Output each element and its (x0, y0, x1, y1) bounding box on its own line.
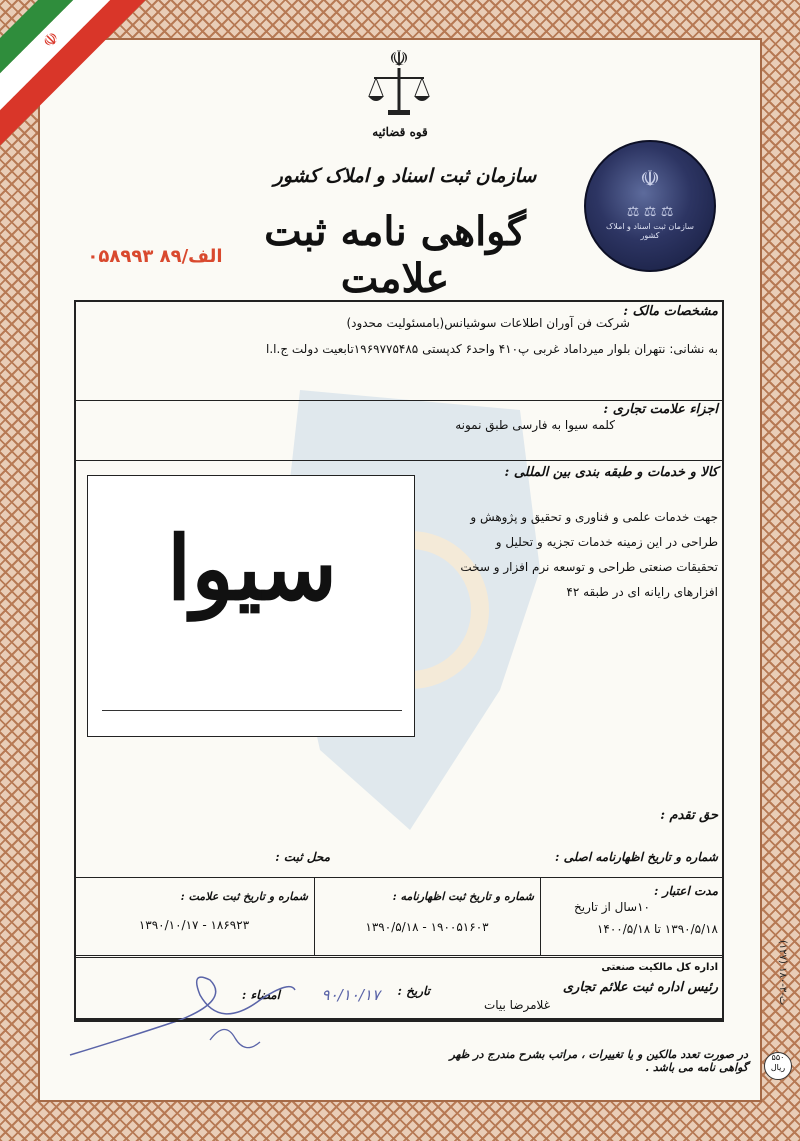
mark-registration-label: شماره و تاریخ ثبت علامت : (180, 890, 308, 903)
form-bottom-border (74, 1020, 724, 1022)
trademark-logo: سیوا (166, 516, 338, 620)
form-code: (۱۲۷) ث-۳-۱۸۰ (777, 940, 788, 1006)
svg-text:☫: ☫ (389, 47, 409, 72)
iran-flag-icon: ☫ (0, 0, 171, 152)
signatory-department: اداره کل مالکیت صنعتی (601, 962, 718, 973)
declaration-registration-value: ۱۹۰۰۵۱۶۰۳ - ۱۳۹۰/۵/۱۸ (365, 920, 489, 934)
owner-name: شرکت فن آوران اطلاعات سوشیانس(بامسئولیت محدود) (346, 316, 630, 330)
goods-line-2: طراحی در این زمینه خدمات تجزیه و تحلیل و (495, 535, 718, 549)
validity-label: مدت اعتبار : (654, 884, 718, 898)
signatory-title: رئیس اداره ثبت علائم تجاری (562, 980, 718, 995)
priority-label: حق تقدم : (660, 808, 718, 823)
judiciary-scales-icon (364, 44, 434, 124)
svg-text:⚖ ⚖ ⚖: ⚖ ⚖ ⚖ (626, 204, 674, 220)
goods-line-1: جهت خدمات علمی و فناوری و تحقیق و پژوهش و (470, 510, 718, 524)
mark-registration-value: ۱۸۶۹۲۳ - ۱۳۹۰/۱۰/۱۷ (138, 918, 250, 932)
owner-address: به نشانی: نتهران بلوار میرداماد غربی پ۴۱۰ واحد۶ کدپستی ۱۹۶۹۷۷۵۴۸۵تابعیت دولت ج.ا.ا (266, 342, 718, 356)
price-stamp: ۵۵۰ ریال (764, 1052, 792, 1080)
owner-label: مشخصات مالک : (623, 304, 718, 319)
organization-name: سازمان ثبت اسناد و املاک کشور (273, 165, 537, 187)
divider (74, 955, 724, 956)
divider (76, 460, 722, 461)
svg-text:☫: ☫ (640, 167, 660, 192)
seal-emblem-icon (586, 142, 714, 270)
validity-line-1: ۱۰سال از تاریخ (574, 900, 650, 914)
validity-line-2: ۱۳۹۰/۵/۱۸ تا ۱۴۰۰/۵/۱۸ (596, 922, 718, 936)
divider (76, 957, 722, 958)
trademark-logo-box (87, 475, 415, 737)
signatory-name: غلامرضا بیات (483, 998, 550, 1012)
seal-caption: سازمان ثبت اسناد و املاک کشور (606, 222, 694, 240)
registration-place-label: محل ثبت : (275, 850, 330, 864)
signature-label: امضاء : (241, 988, 280, 1002)
handwritten-signature (60, 960, 300, 1070)
trademark-parts-value: کلمه سیوا به فارسی طبق نمونه (455, 418, 615, 432)
declaration-registration-label: شماره و تاریخ ثبت اظهارنامه : (392, 890, 534, 903)
column-divider (314, 877, 315, 955)
serial-number: الف/۸۹ ۰۵۸۹۹۳ (87, 246, 223, 267)
footnote: در صورت تعدد مالکین و یا تغییرات ، مراتب بشرح مندرج در ظهر گواهی نامه می باشد . (449, 1048, 748, 1074)
certificate-title: گواهی نامه ثبت علامت (264, 208, 526, 302)
trademark-parts-label: اجزاء علامت تجاری : (603, 402, 718, 417)
hologram-seal (584, 140, 716, 272)
judiciary-label: قوه قضائیه (372, 125, 428, 139)
column-divider (540, 877, 541, 955)
date-value: ۹۰/۱۰/۱۷ (321, 986, 380, 1004)
goods-services-label: کالا و خدمات و طبقه بندی بین المللی : (504, 465, 718, 480)
divider (76, 400, 722, 401)
date-label: تاریخ : (397, 984, 430, 998)
goods-line-4: افزارهای رایانه ای در طبقه ۴۲ (566, 585, 718, 599)
original-declaration-label: شماره و تاریخ اظهارنامه اصلی : (555, 850, 718, 864)
goods-line-3: تحقیقات صنعتی طراحی و توسعه نرم افزار و سخت (460, 560, 718, 574)
logo-underline (102, 710, 402, 711)
divider (76, 877, 722, 878)
